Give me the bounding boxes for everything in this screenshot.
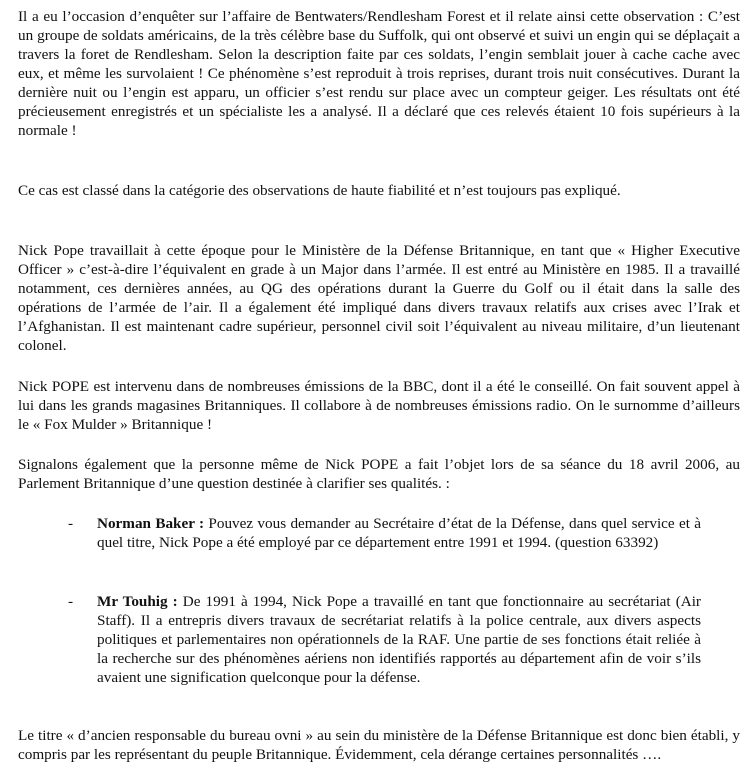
list-bullet: - [68,515,74,532]
list-item-answer [97,592,701,687]
speaker-name: Mr Touhig : [97,593,178,610]
paragraph-parliament: Signalons également que la personne même de Nick POPE a fait l’objet lors de sa séance du 18 avril 2006, au Parlement Britannique d’une question destinée à clarifier ses qualités. : [18,456,740,492]
speaker-name: Norman Baker : [97,515,205,532]
paragraph-classification: Ce cas est classé dans la catégorie des observations de haute fiabilité et n’est toujours pas expliqué. [18,182,621,199]
paragraph-nick-pope-career: Nick Pope travaillait à cette époque pour le Ministère de la Défense Britannique, en tant que « Higher Executive Officer » c’est-à-dire l’équivalent en grade à un Major dans l’armée. Il est entré au Ministère en 1985. Il a travaillé notamment, ces dernières années, au QG des opérations durant la Guerre du Golf ou il était dans la salle des opérations de l’armée de l’air. Il a également été impliqué dans divers travaux relatifs aux crises avec l’Irak et l’Afghanistan. Il est maintenant cadre supérieur, personnel civil soit l’équivalent au niveau militaire, d’un lieutenant colonel. [18,242,740,354]
list-bullet: - [68,593,74,610]
speaker-text: Pouvez vous demander au Secrétaire d’état de la Défense, dans quel service et à quel titre, Nick Pope a été employé par ce département entre 1991 et 1994. (question 63392) [97,515,701,551]
paragraph-media: Nick POPE est intervenu dans de nombreuses émissions de la BBC, dont il a été le conseillé. On fait souvent appel à lui dans les grands magasines Britanniques. Il collabore à de nombreuses émissions radio. On le surnomme d’ailleurs le « Fox Mulder » Britannique ! [18,378,740,433]
list-item-question [97,514,701,552]
speaker-text: De 1991 à 1994, Nick Pope a travaillé en tant que fonctionnaire au secrétariat (Air Staff). Il a entrepris divers travaux de secrétariat relatifs à la police centrale, aux divers aspects politiques et parlementaires non opérationnels de la RAF. Une partie de ses fonctions était reliée à la recherche sur des phénomènes aériens non identifiés rapportés au département afin de voir s’ils avaient une signification quelconque pour la défense. [97,593,701,686]
paragraph-conclusion: Le titre « d’ancien responsable du bureau ovni » au sein du ministère de la Défense Britannique est donc bien établi, y compris par les représentant du peuple Britannique. Évidemment, cela dérange certaines personnalités …. [18,727,740,763]
paragraph-rendlesham: Il a eu l’occasion d’enquêter sur l’affaire de Bentwaters/Rendlesham Forest et il relate ainsi cette observation : C’est un groupe de soldats américains, de la très célèbre base du Suffolk, qui ont observé et suivi un engin qui se déplaçait a travers la foret de Rendlesham. Selon la description faite par ces soldats, l’engin semblait jouer à cache cache avec eux, et même les survolaient ! Ce phénomène s’est reproduit à trois reprises, durant trois nuit consécutives. Durant la dernière nuit ou l’engin est apparu, un officier s’est rendu sur place avec un compteur geiger. Les résultats ont été précieusement enregistrés et un spécialiste les a analysé. Il a déclaré que ces relevés étaient 10 fois supérieurs à la normale ! [18,8,740,139]
